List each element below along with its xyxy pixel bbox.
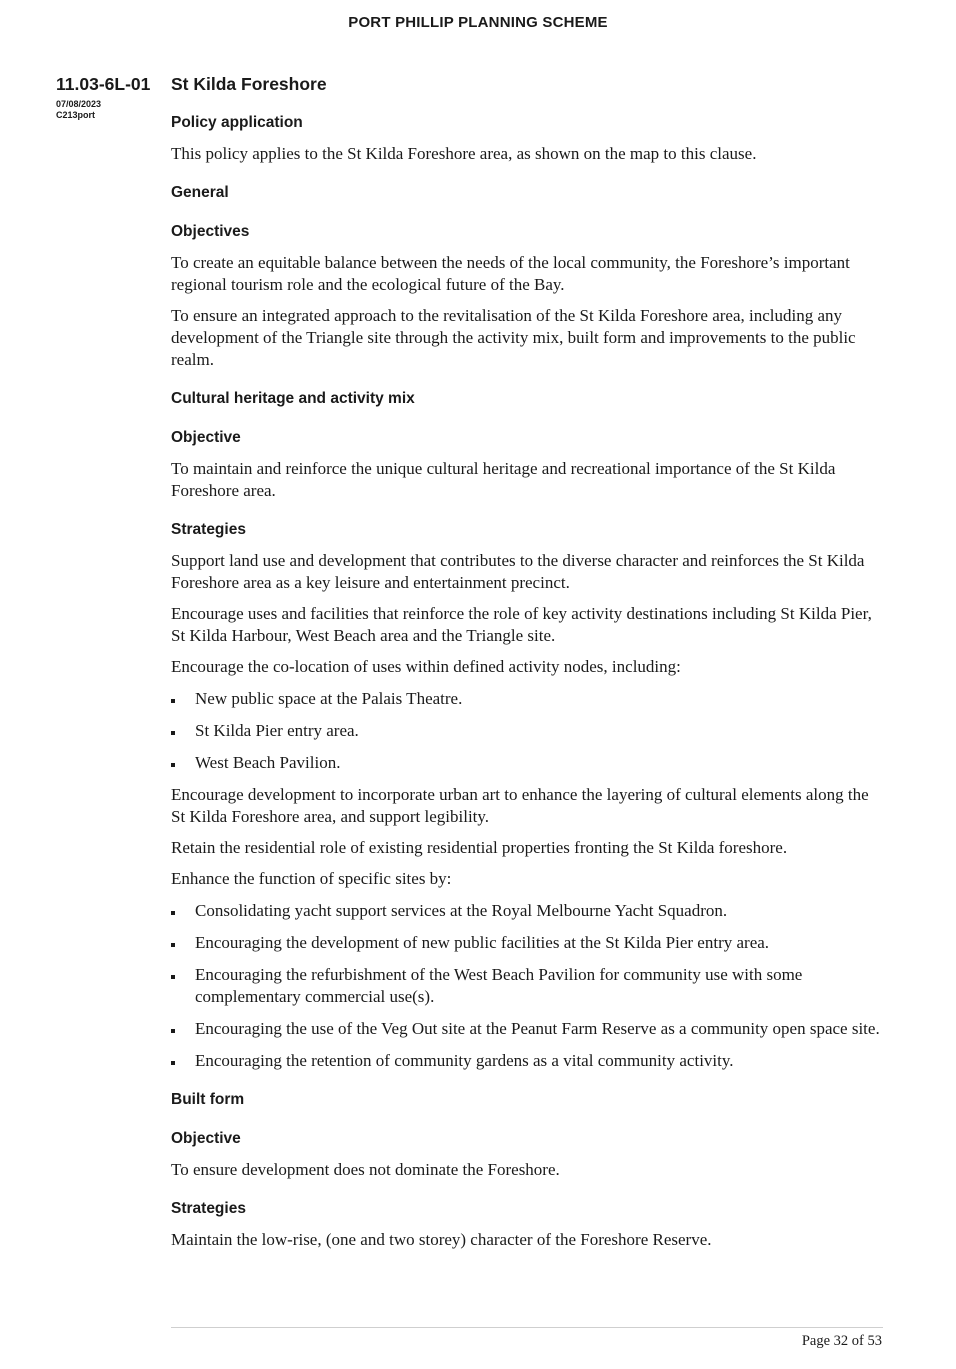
list-item [171, 900, 883, 922]
footer-divider [171, 1327, 883, 1328]
section-heading: Built form [171, 1091, 245, 1108]
bullet-icon [171, 763, 175, 767]
section-heading: General [171, 184, 229, 201]
subsection-heading: Strategies [171, 1200, 246, 1217]
paragraph: Encourage development to incorporate urban art to enhance the layering of cultural elements along the St Kilda Foreshore area, and support legibility. [171, 785, 869, 826]
paragraph: Retain the residential role of existing residential properties fronting the St Kilda foreshore. [171, 838, 788, 857]
paragraph: To create an equitable balance between the needs of the local community, the Foreshore’s important regional tourism role and the ecological future of the Bay. [171, 253, 850, 294]
clause-amendment: C213port [56, 110, 96, 120]
paragraph: Encourage the co-location of uses within defined activity nodes, including: [171, 657, 681, 676]
bullet-icon [171, 911, 175, 915]
paragraph: To maintain and reinforce the unique cultural heritage and recreational importance of the St Kilda Foreshore area. [171, 459, 836, 500]
paragraph: Enhance the function of specific sites by: [171, 869, 452, 888]
bullet-icon [171, 975, 175, 979]
bullet-icon [171, 1029, 175, 1033]
subsection-heading: Objectives [171, 223, 250, 240]
subsection-heading: Objective [171, 1130, 241, 1147]
bullet-icon [171, 731, 175, 735]
list-item-text: Encouraging the use of the Veg Out site at the Peanut Farm Reserve as a community open space site. [195, 1019, 880, 1038]
clause-date: 07/08/2023 [56, 99, 102, 109]
clause-content [171, 113, 883, 1251]
section-heading: Policy application [171, 114, 303, 131]
list-item [171, 720, 883, 742]
bullet-icon [171, 699, 175, 703]
list-item-text: Encouraging the retention of community gardens as a vital community activity. [195, 1051, 734, 1070]
section-heading: Cultural heritage and activity mix [171, 390, 415, 407]
clause-number: 11.03-6L-01 [56, 74, 151, 94]
list-item [171, 688, 883, 710]
bullet-icon [171, 943, 175, 947]
list-item [171, 964, 883, 1008]
list-item-text: Encouraging the refurbishment of the West Beach Pavilion for community use with some complementary commercial use(s). [195, 965, 803, 1006]
list-item [171, 1050, 883, 1072]
paragraph: This policy applies to the St Kilda Foreshore area, as shown on the map to this clause. [171, 144, 757, 163]
list-item-text: West Beach Pavilion. [195, 753, 341, 772]
list-item-text: Consolidating yacht support services at the Royal Melbourne Yacht Squadron. [195, 901, 728, 920]
list-item-text: New public space at the Palais Theatre. [195, 689, 463, 708]
list-item-text: Encouraging the development of new public facilities at the St Kilda Pier entry area. [195, 933, 770, 952]
paragraph: Support land use and development that contributes to the diverse character and reinforces the St Kilda Foreshore area as a key leisure and entertainment precinct. [171, 551, 865, 592]
paragraph: Maintain the low-rise, (one and two storey) character of the Foreshore Reserve. [171, 1230, 712, 1249]
bullet-list [171, 688, 883, 774]
subsection-heading: Objective [171, 429, 241, 446]
list-item-text: St Kilda Pier entry area. [195, 721, 359, 740]
bullet-list [171, 900, 883, 1072]
subsection-heading: Strategies [171, 521, 246, 538]
paragraph: Encourage uses and facilities that reinforce the role of key activity destinations including St Kilda Pier, St Kilda Harbour, West Beach area and the Triangle site. [171, 604, 872, 645]
paragraph: To ensure development does not dominate the Foreshore. [171, 1160, 560, 1179]
bullet-icon [171, 1061, 175, 1065]
clause-title: St Kilda Foreshore [171, 74, 327, 94]
list-item [171, 1018, 883, 1040]
page-number: Page 32 of 53 [801, 1333, 882, 1349]
list-item [171, 752, 883, 774]
page-header: PORT PHILLIP PLANNING SCHEME [348, 14, 608, 31]
paragraph: To ensure an integrated approach to the revitalisation of the St Kilda Foreshore area, including any development of the Triangle site through the activity mix, built form and improvements to the public realm. [171, 306, 856, 369]
list-item [171, 932, 883, 954]
